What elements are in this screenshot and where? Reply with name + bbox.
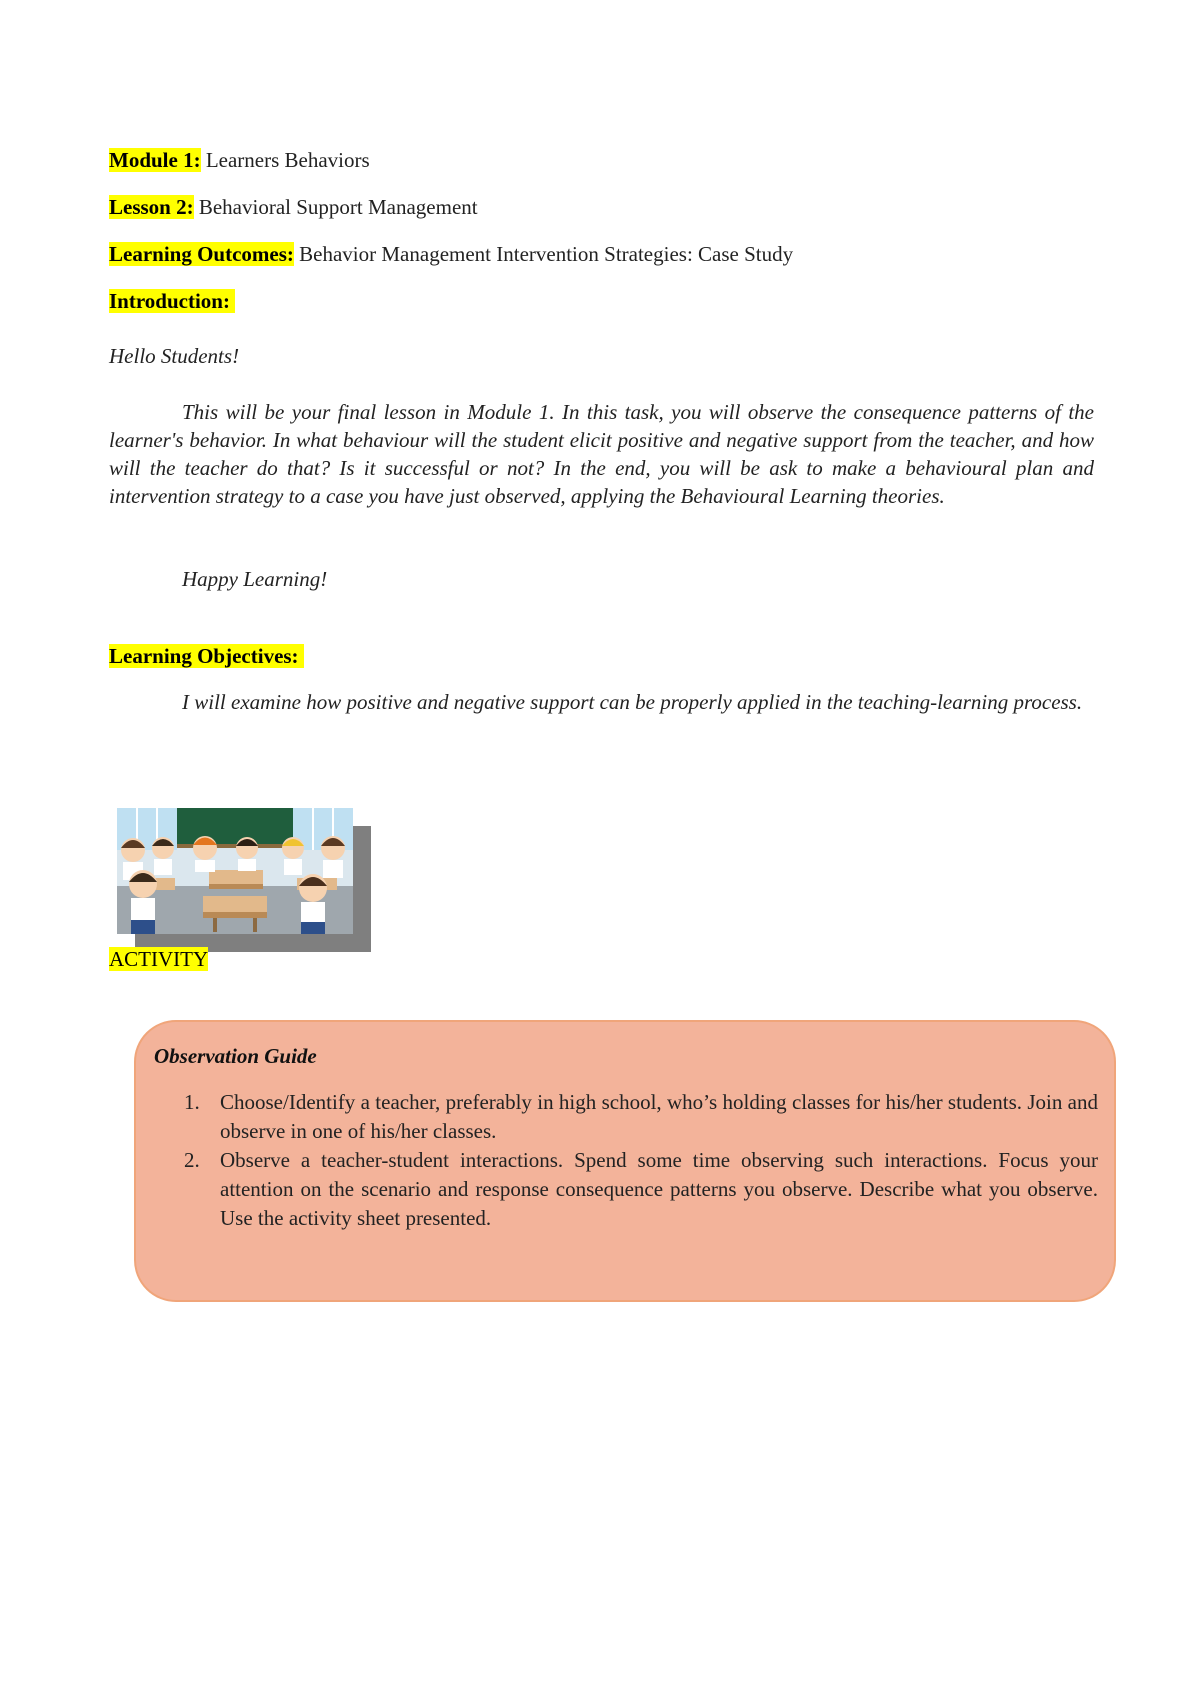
- observation-guide-box: [134, 1020, 1116, 1302]
- activity-heading: ACTIVITY: [109, 947, 209, 971]
- list-item-text: Observe a teacher-student interactions. Spend some time observing such interactions. Focus your attention on the scenario and response consequence patterns you observe. Describe what you observe. Use the activity sheet presented.: [220, 1148, 1098, 1230]
- list-item: [136, 1146, 1098, 1233]
- introduction-greeting: Hello Students!: [109, 344, 240, 368]
- observation-guide-title: Observation Guide: [154, 1044, 317, 1068]
- introduction-heading: Introduction:: [109, 289, 230, 313]
- introduction-closing: Happy Learning!: [182, 567, 328, 591]
- outcomes-label: Learning Outcomes:: [109, 242, 294, 266]
- classroom-image: [117, 808, 353, 934]
- module-value: Learners Behaviors: [200, 148, 370, 172]
- observation-guide-list: [136, 1088, 1098, 1233]
- lesson-label: Lesson 2:: [109, 195, 194, 219]
- lesson-value: Behavioral Support Management: [193, 195, 478, 219]
- list-item-text: Choose/Identify a teacher, preferably in high school, who’s holding classes for his/her students. Join and observe in one of his/her classes.: [220, 1090, 1098, 1143]
- outcomes-value: Behavior Management Intervention Strategies: Case Study: [293, 242, 794, 266]
- introduction-body: This will be your final lesson in Module 1. In this task, you will observe the consequence patterns of the learner's behavior. In what behaviour will the student elicit positive and negative support from the teacher, and how will the teacher do that? Is it successful or not? In the end, you will be ask to make a behavioural plan and intervention strategy to a case you have just observed, applying the Behavioural Learning theories.: [109, 400, 1094, 508]
- module-label: Module 1:: [109, 148, 201, 172]
- objectives-heading-line: [109, 643, 304, 669]
- introduction-heading-line: [109, 288, 235, 314]
- list-item-number: 1.: [184, 1090, 200, 1114]
- classroom-illustration: [117, 808, 371, 952]
- outcomes-line: [109, 241, 793, 267]
- lesson-line: [109, 194, 478, 220]
- list-item-number: 2.: [184, 1148, 200, 1172]
- module-line: [109, 147, 370, 173]
- objectives-heading: Learning Objectives:: [109, 644, 299, 668]
- objectives-body: I will examine how positive and negative support can be properly applied in the teaching-learning process.: [182, 690, 1083, 714]
- activity-heading-line: [109, 946, 208, 972]
- list-item: [136, 1088, 1098, 1146]
